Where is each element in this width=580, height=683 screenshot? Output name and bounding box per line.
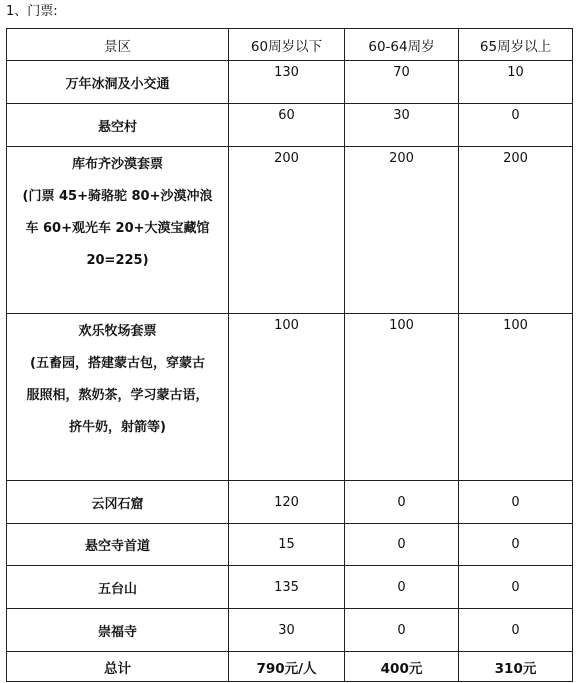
price-60-64: 0 (345, 481, 459, 524)
price-under-60: 60 (229, 104, 345, 147)
section-heading: 1、门票: (6, 4, 58, 19)
row-detail-line: 20=225) (86, 253, 149, 268)
price-under-60: 130 (229, 61, 345, 104)
table-row (7, 147, 573, 314)
row-name: 万年冰洞及小交通 (7, 61, 229, 104)
header-scenic-area: 景区 (7, 29, 229, 61)
price-over-65: 0 (459, 609, 573, 652)
row-detail-line: 挤牛奶，射箭等) (69, 420, 166, 435)
price-over-65: 100 (459, 314, 573, 481)
table-row (7, 524, 573, 566)
price-60-64: 0 (345, 524, 459, 566)
price-over-65: 0 (459, 104, 573, 147)
row-detail-line: 车 60+观光车 20+大漠宝藏馆 (25, 221, 210, 236)
table-row (7, 314, 573, 481)
total-under-60: 790元/人 (229, 652, 345, 682)
ticket-price-table (6, 28, 573, 682)
row-name: 库布齐沙漠套票 (门票 45+骑骆驼 80+沙漠冲浪 车 60+观光车 20+大漠宝藏馆 20=225) (7, 147, 229, 314)
price-under-60: 120 (229, 481, 345, 524)
table-row (7, 481, 573, 524)
price-over-65: 0 (459, 566, 573, 609)
price-under-60: 30 (229, 609, 345, 652)
table-row (7, 61, 573, 104)
header-60-64: 60-64周岁 (345, 29, 459, 61)
row-detail-line: 服照相，熬奶茶，学习蒙古语， (26, 388, 209, 403)
price-60-64: 200 (345, 147, 459, 314)
price-60-64: 0 (345, 609, 459, 652)
total-60-64: 400元 (345, 652, 459, 682)
table-header-row (7, 29, 573, 61)
table-row (7, 566, 573, 609)
row-detail-line: (五畜园，搭建蒙古包，穿蒙古 (30, 356, 205, 371)
price-over-65: 200 (459, 147, 573, 314)
price-under-60: 100 (229, 314, 345, 481)
row-name: 云冈石窟 (7, 481, 229, 524)
total-over-65: 310元 (459, 652, 573, 682)
row-name: 欢乐牧场套票 (五畜园，搭建蒙古包，穿蒙古 服照相，熬奶茶，学习蒙古语， 挤牛奶，射箭等) (7, 314, 229, 481)
row-detail-line: (门票 45+骑骆驼 80+沙漠冲浪 (22, 189, 213, 204)
header-over-65: 65周岁以上 (459, 29, 573, 61)
price-over-65: 10 (459, 61, 573, 104)
row-name: 悬空寺首道 (7, 524, 229, 566)
price-over-65: 0 (459, 481, 573, 524)
total-label: 总计 (7, 652, 229, 682)
price-under-60: 135 (229, 566, 345, 609)
price-under-60: 15 (229, 524, 345, 566)
total-row (7, 652, 573, 682)
price-over-65: 0 (459, 524, 573, 566)
row-name: 五台山 (7, 566, 229, 609)
price-60-64: 70 (345, 61, 459, 104)
table-row (7, 104, 573, 147)
price-60-64: 30 (345, 104, 459, 147)
row-name: 崇福寺 (7, 609, 229, 652)
row-name: 悬空村 (7, 104, 229, 147)
header-under-60: 60周岁以下 (229, 29, 345, 61)
table-row (7, 609, 573, 652)
price-60-64: 0 (345, 566, 459, 609)
price-60-64: 100 (345, 314, 459, 481)
price-under-60: 200 (229, 147, 345, 314)
